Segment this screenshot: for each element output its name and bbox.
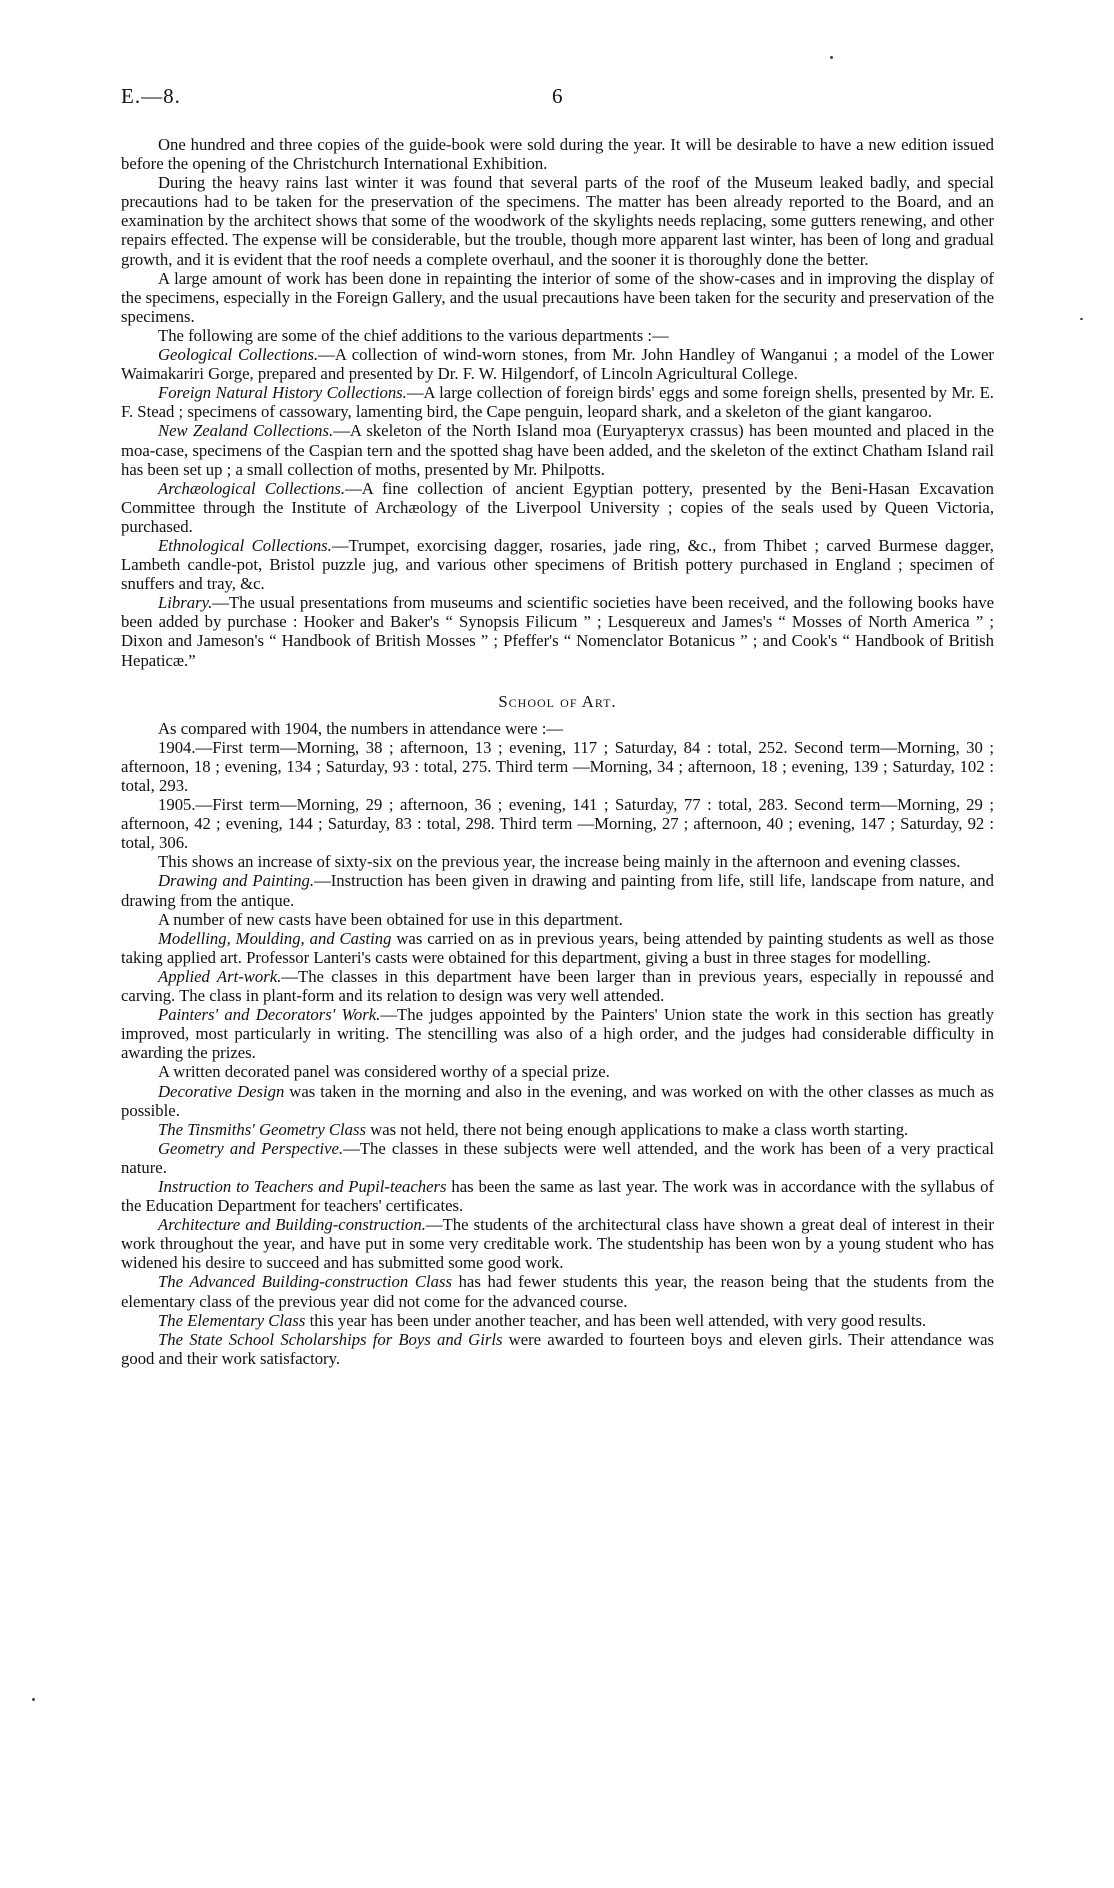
paragraph	[121, 1005, 994, 1062]
paragraph-text: 1904.—First term—Morning, 38 ; afternoon, 13 ; evening, 117 ; Saturday, 84 : total, 252. Second term—Morning, 30 ; afternoon, 18 ; evening, 134 ; Saturday, 93 : total, 275. Third term —Morning, 34 ; afternoon, 18 ; evening, 139 ; Saturday, 102 : total, 293.	[121, 737, 994, 795]
paragraph	[121, 383, 994, 421]
paragraph-text: was carried on as in previous years, being attended by painting students as well as those taking applied art. Professor Lanteri's casts were obtained for this department, giving a bust in three stages for modelling.	[121, 928, 994, 967]
paragraph	[121, 967, 994, 1005]
paragraph-lead: Drawing and Painting.	[158, 871, 315, 891]
paragraph	[121, 910, 994, 929]
paragraph	[121, 135, 994, 173]
paragraph-text: has had fewer students this year, the reason being that the students from the elementary class of the previous year did not come for the advanced course.	[121, 1272, 994, 1311]
paragraph-lead: Geological Collections.	[158, 345, 319, 365]
paragraph-text: —The classes in this department have been larger than in previous years, especially in repoussé and carving. The class in plant-form and its relation to design was very well attended.	[121, 966, 994, 1006]
paragraph	[121, 719, 994, 738]
paragraph-text: this year has been under another teacher, and has been well attended, with very good results.	[305, 1310, 927, 1330]
paragraph	[121, 326, 994, 345]
paragraph	[121, 1330, 994, 1368]
paragraph-text: One hundred and three copies of the guide-book were sold during the year. It will be desirable to have a new edition issued before the opening of the Christchurch International Exhibition.	[121, 135, 994, 174]
paragraph-text: A number of new casts have been obtained for use in this department.	[158, 909, 623, 929]
paragraph	[121, 173, 994, 268]
paragraph-text: —A collection of wind-worn stones, from Mr. John Handley of Wanganui ; a model of the Lower Waimakariri Gorge, prepared and presented by Dr. F. W. Hilgendorf, of Lincoln Agricultural College.	[121, 345, 994, 384]
paragraph	[121, 1311, 994, 1330]
paragraph-text: —The students of the architectural class have shown a great deal of interest in their work throughout the year, and have put in some very creditable work. The studentship has been won by a young student who has widened his desire to succeed and has submitted some good work.	[121, 1215, 994, 1273]
paragraph-lead: Instruction to Teachers and Pupil-teachers	[158, 1176, 447, 1196]
scan-speck	[830, 56, 833, 59]
paragraph	[121, 479, 994, 536]
document-body	[121, 135, 994, 1368]
paragraph-lead: The State School Scholarships for Boys and Girls	[158, 1329, 503, 1349]
paragraph	[121, 1120, 994, 1139]
paragraph-text: 1905.—First term—Morning, 29 ; afternoon, 36 ; evening, 141 ; Saturday, 77 : total, 283. Second term—Morning, 29 ; afternoon, 42 ; evening, 144 ; Saturday, 83 : total, 298. Third term —Morning, 27 ; afternoon, 40 ; evening, 147 ; Saturday, 92 : total, 306.	[121, 795, 994, 853]
paragraph-lead: Applied Art-work.	[158, 966, 282, 986]
paragraph-text: was taken in the morning and also in the evening, and was worked on with the other classes as much as possible.	[121, 1081, 994, 1120]
paragraph-text: A written decorated panel was considered worthy of a special prize.	[158, 1062, 610, 1082]
paragraph-text: —A fine collection of ancient Egyptian pottery, presented by the Beni-Hasan Excavation Committee through the Institute of Archæology of the Liverpool University ; copies of the seals used by Queen Victoria, purchased.	[121, 478, 995, 536]
paragraph-lead: Decorative Design	[158, 1081, 285, 1101]
paragraph	[121, 1139, 994, 1177]
paragraph-lead: Modelling, Moulding, and Casting	[158, 928, 392, 948]
paragraph-text: —The usual presentations from museums and scientific societies have been received, and the following books have been added by purchase : Hooker and Baker's “ Synopsis Filicum ” ; Lesquereux and James's “ Mosses of North America ” ; Dixon and Jameson's “ Handbook of British Mosses ” ; Pfeffer's “ Nomenclator Botanicus ” ; and Cook's “ Handbook of British Hepaticæ.”	[121, 593, 994, 670]
paragraph-lead: Painters' and Decorators' Work.	[158, 1005, 381, 1025]
paragraph-text: —Trumpet, exorcising dagger, rosaries, jade ring, &c., from Thibet ; carved Burmese dagger, Lambeth candle-pot, Bristol puzzle jug, and various other specimens of British pottery purchased in England ; specimen of snuffers and tray, &c.	[121, 535, 994, 594]
paragraph-lead: Library.	[158, 593, 213, 613]
paragraph	[121, 1272, 994, 1310]
paragraph-text: was not held, there not being enough applications to make a class worth starting.	[366, 1119, 909, 1139]
paragraph-text: This shows an increase of sixty-six on the previous year, the increase being mainly in the afternoon and evening classes.	[158, 852, 961, 872]
paragraph	[121, 929, 994, 967]
paragraph-lead: The Elementary Class	[158, 1310, 306, 1330]
paragraph-text: —A skeleton of the North Island moa (Euryapteryx crassus) has been mounted and placed in the moa-case, specimens of the Caspian tern and the spotted shag have been added, and the skeleton of the extinct Chatham Island rail has been set up ; a small collection of moths, presented by Mr. Philpotts.	[121, 421, 994, 479]
page-number: 6	[552, 84, 563, 108]
paragraph-lead: New Zealand Collections.	[158, 421, 334, 441]
paragraph	[121, 1215, 994, 1272]
paragraph-text: —A large collection of foreign birds' eggs and some foreign shells, presented by Mr. E. F. Stead ; specimens of cassowary, lamenting bird, the Cape penguin, leopard shark, and a skeleton of the giant kangaroo.	[121, 383, 994, 422]
paragraph	[121, 795, 994, 852]
paragraph-text: The following are some of the chief additions to the various departments :—	[158, 325, 669, 345]
paragraph-lead: Archæological Collections.	[158, 478, 346, 498]
section-heading: School of Art.	[498, 691, 617, 711]
paragraph	[121, 1177, 994, 1215]
paragraph	[121, 536, 994, 593]
paragraph-lead: The Tinsmiths' Geometry Class	[158, 1119, 367, 1139]
paragraph	[121, 871, 994, 909]
paragraph-lead: The Advanced Building-construction Class	[158, 1272, 452, 1292]
paragraph	[121, 1062, 994, 1081]
paragraph-lead: Architecture and Building-construction.	[158, 1215, 426, 1235]
paragraph	[121, 593, 994, 669]
paragraph-lead: Foreign Natural History Collections.	[158, 383, 407, 403]
paragraph-text: has been the same as last year. The work was in accordance with the syllabus of the Education Department for teachers' certificates.	[121, 1176, 995, 1216]
paragraph-text: As compared with 1904, the numbers in attendance were :—	[158, 718, 564, 738]
paragraph	[121, 1082, 994, 1120]
paragraph-lead: Geometry and Perspective.	[158, 1138, 344, 1158]
scan-speck	[32, 1698, 35, 1701]
report-code: E.—8.	[121, 84, 181, 108]
scan-speck	[1080, 318, 1083, 320]
paragraph-text: —The classes in these subjects were well attended, and the work has been of a very practical nature.	[121, 1138, 994, 1177]
paragraph-text: were awarded to fourteen boys and eleven girls. Their attendance was good and their work satisfactory.	[121, 1329, 995, 1368]
paragraph	[121, 269, 994, 326]
school-of-art-section	[121, 719, 994, 1368]
paragraph-text: —The judges appointed by the Painters' Union state the work in this section has greatly improved, most particularly in writing. The stencilling was also of a high order, and the judges had considerable difficulty in awarding the prizes.	[121, 1005, 994, 1063]
museum-section	[121, 135, 994, 670]
paragraph-text: A large amount of work has been done in repainting the interior of some of the show-cases and in improving the display of the specimens, especially in the Foreign Gallery, and the usual precautions have been taken for the security and preservation of the specimens.	[121, 268, 994, 326]
paragraph-text: During the heavy rains last winter it was found that several parts of the roof of the Museum leaked badly, and special precautions had to be taken for the preservation of the specimens. The matter has been already reported to the Board, and an examination by the architect shows that some of the woodwork of the skylights needs replacing, some gutters renewing, and other repairs effected. The expense will be considerable, but the trouble, though more apparent last winter, has been of long and gradual growth, and it is evident that the roof needs a complete overhaul, and the sooner it is thoroughly done the better.	[121, 173, 994, 269]
paragraph	[121, 345, 994, 383]
paragraph	[121, 738, 994, 795]
paragraph-lead: Ethnological Collections.	[158, 535, 332, 555]
paragraph-text: —Instruction has been given in drawing and painting from life, still life, landscape from nature, and drawing from the antique.	[121, 871, 994, 910]
paragraph	[121, 421, 994, 478]
paragraph	[121, 852, 994, 871]
